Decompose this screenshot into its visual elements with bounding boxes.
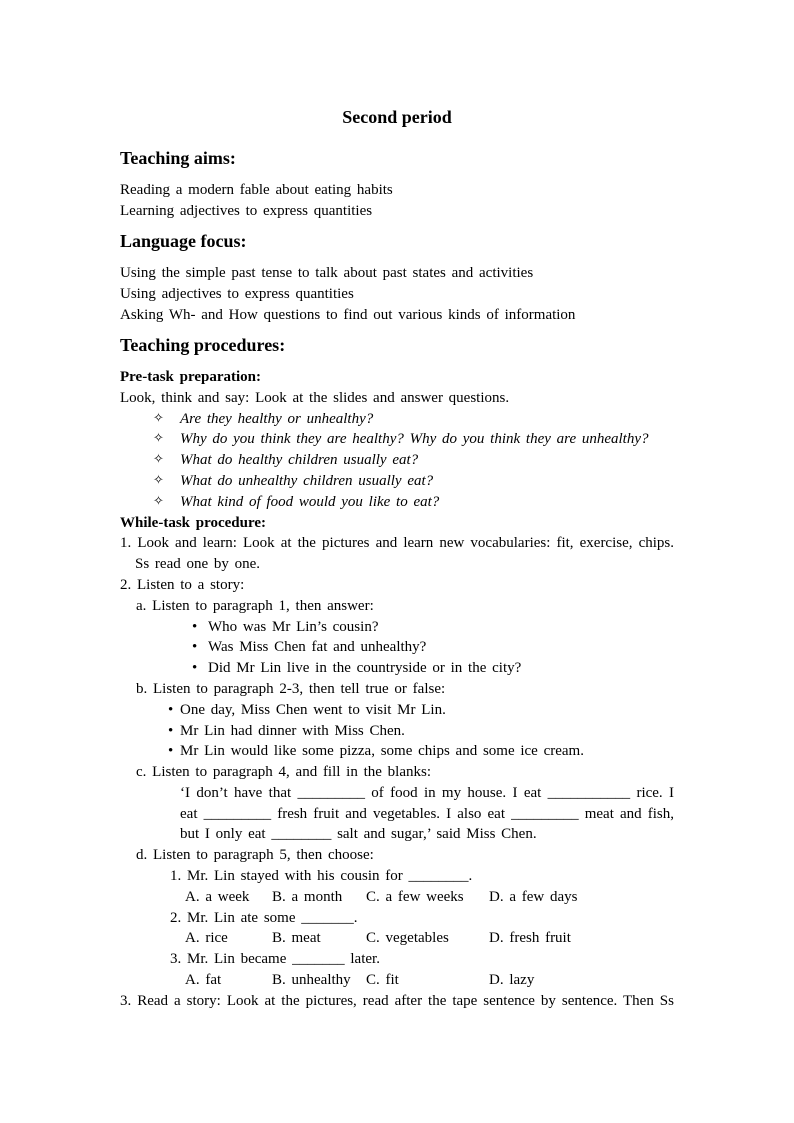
pre-task-heading: Pre-task preparation: xyxy=(120,368,262,385)
part-b-statement-text: Mr Lin had dinner with Miss Chen. xyxy=(180,722,405,739)
bullet-dot-icon xyxy=(192,637,197,658)
part-d-instruction: d. Listen to paragraph 5, then choose: xyxy=(136,847,374,864)
choice-option: C. fit xyxy=(366,972,399,989)
pre-task-question xyxy=(120,409,674,430)
language-focus-item: Asking Wh- and How questions to find out various kinds of information xyxy=(120,306,576,323)
four-point-star-icon xyxy=(153,429,164,450)
pre-task-question-text: Are they healthy or unhealthy? xyxy=(180,410,374,427)
choice-question-stem: 1. Mr. Lin stayed with his cousin for ________. xyxy=(170,868,473,885)
teaching-aim-item: Reading a modern fable about eating habits xyxy=(120,181,393,198)
choice-option: A. rice xyxy=(185,930,228,947)
passage-line: eat _________ fresh fruit and vegetables. I also eat _________ meat and fish, xyxy=(180,805,674,822)
step1-line: 1. Look and learn: Look at the pictures and learn new vocabularies: fit, exercise, chips. xyxy=(120,535,674,552)
choice-question-stem: 3. Mr. Lin became _______ later. xyxy=(170,951,380,968)
choice-question-stem: 2. Mr. Lin ate some _______. xyxy=(170,909,358,926)
page-title: Second period xyxy=(342,106,452,127)
choice-option: C. a few weeks xyxy=(366,888,464,905)
bullet-dot-icon xyxy=(192,658,197,679)
pre-task-question-text: What do healthy children usually eat? xyxy=(180,452,419,469)
choice-option: B. a month xyxy=(272,888,343,905)
part-b-statement-text: One day, Miss Chen went to visit Mr Lin. xyxy=(180,701,446,718)
choice-option: D. lazy xyxy=(489,972,535,989)
pre-task-question xyxy=(120,492,674,513)
step1-line-continued: Ss read one by one. xyxy=(135,556,261,573)
part-a-question-text: Who was Mr Lin’s cousin? xyxy=(208,618,379,635)
bullet-dot-icon xyxy=(168,700,173,721)
part-c-instruction: c. Listen to paragraph 4, and fill in the blanks: xyxy=(136,764,432,781)
bullet-dot-icon xyxy=(168,721,173,742)
choice-options xyxy=(120,970,674,991)
choice-options xyxy=(120,928,674,949)
part-b-statement-text: Mr Lin would like some pizza, some chips and some ice cream. xyxy=(180,743,584,760)
language-focus-item: Using adjectives to express quantities xyxy=(120,285,354,302)
choice-option: D. fresh fruit xyxy=(489,930,571,947)
choice-options xyxy=(120,887,674,908)
pre-task-question-text: What kind of food would you like to eat? xyxy=(180,493,440,510)
passage-line: ‘I don’t have that _________ of food in my house. I eat ___________ rice. I xyxy=(180,784,674,801)
choice-option: A. fat xyxy=(185,972,222,989)
part-a-question xyxy=(120,617,674,638)
bullet-dot-icon xyxy=(168,741,173,762)
teaching-aims-heading: Teaching aims: xyxy=(120,148,236,169)
part-b-statement xyxy=(120,741,674,762)
four-point-star-icon xyxy=(153,450,164,471)
four-point-star-icon xyxy=(153,471,164,492)
pre-task-instruction: Look, think and say: Look at the slides and answer questions. xyxy=(120,389,510,406)
pre-task-question xyxy=(120,471,674,492)
choice-option: C. vegetables xyxy=(366,930,449,947)
choice-option: D. a few days xyxy=(489,888,578,905)
four-point-star-icon xyxy=(153,492,164,513)
part-a-question xyxy=(120,658,674,679)
four-point-star-icon xyxy=(153,409,164,430)
passage-line: but I only eat ________ salt and sugar,’ said Miss Chen. xyxy=(180,826,537,843)
choice-option: B. meat xyxy=(272,930,321,947)
step3-line: 3. Read a story: Look at the pictures, read after the tape sentence by sentence. Then Ss xyxy=(120,992,674,1009)
part-a-question xyxy=(120,637,674,658)
fill-in-passage xyxy=(120,783,674,845)
teaching-aim-item: Learning adjectives to express quantities xyxy=(120,202,373,219)
part-b-statement xyxy=(120,721,674,742)
pre-task-question xyxy=(120,429,674,450)
part-b-statement xyxy=(120,700,674,721)
language-focus-heading: Language focus: xyxy=(120,231,247,252)
pre-task-question-text: What do unhealthy children usually eat? xyxy=(180,472,434,489)
pre-task-question-text: Why do you think they are healthy? Why do you think they are unhealthy? xyxy=(180,431,649,448)
choice-option: B. unhealthy xyxy=(272,972,351,989)
part-a-question-text: Was Miss Chen fat and unhealthy? xyxy=(208,639,427,656)
bullet-dot-icon xyxy=(192,617,197,638)
teaching-procedures-heading: Teaching procedures: xyxy=(120,335,286,356)
while-task-heading: While-task procedure: xyxy=(120,514,267,531)
step2-heading: 2. Listen to a story: xyxy=(120,576,245,593)
choice-option: A. a week xyxy=(185,888,250,905)
part-a-instruction: a. Listen to paragraph 1, then answer: xyxy=(136,597,374,614)
document-body xyxy=(120,107,674,1012)
pre-task-question xyxy=(120,450,674,471)
language-focus-item: Using the simple past tense to talk about past states and activities xyxy=(120,264,534,281)
part-a-question-text: Did Mr Lin live in the countryside or in the city? xyxy=(208,660,522,677)
part-b-instruction: b. Listen to paragraph 2-3, then tell true or false: xyxy=(136,680,446,697)
